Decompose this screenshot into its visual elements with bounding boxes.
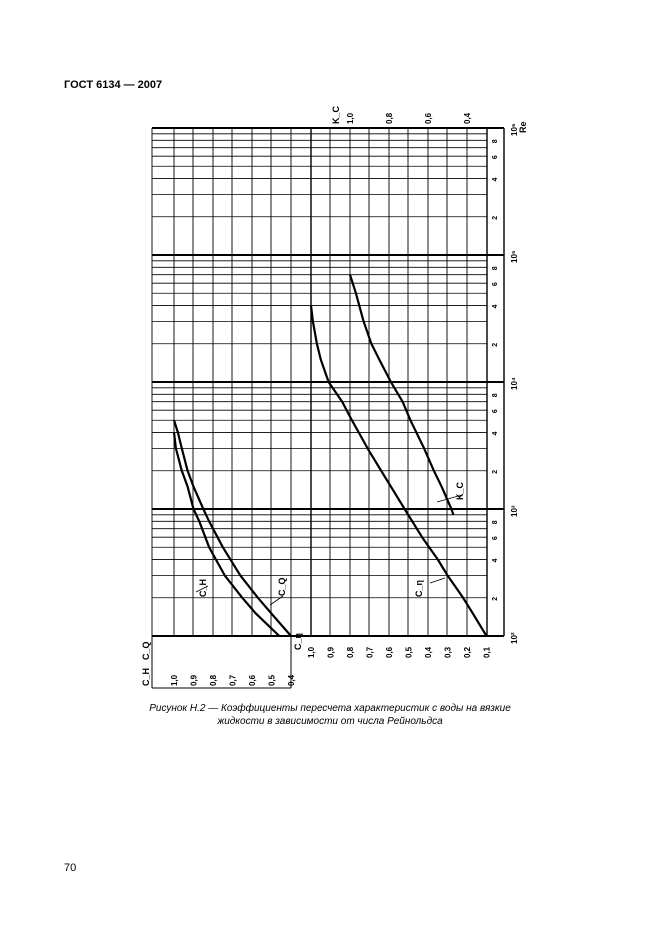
chq-tick-label: 1,0 <box>170 674 179 686</box>
re-minor-label: 8 <box>492 139 499 144</box>
caption-line-2: жидкости в зависимости от числа Рейнольдса <box>217 716 443 727</box>
re-minor-label: 6 <box>492 155 499 160</box>
chq-tick-label: 0,4 <box>287 674 296 686</box>
re-minor-label: 2 <box>492 342 499 347</box>
chq-tick-label: 0,8 <box>209 674 218 686</box>
re-minor-label: 6 <box>492 536 499 541</box>
ceta-tick-label: 0,5 <box>404 646 414 658</box>
kc-tick-label: 0,6 <box>424 112 433 124</box>
re-minor-label: 8 <box>492 520 499 525</box>
ceta-curve-label: C_η <box>414 579 424 597</box>
ceta-tick-label: 0,7 <box>365 646 375 658</box>
re-axis-title: Re <box>518 121 528 133</box>
ceta-tick-label: 0,1 <box>482 646 492 658</box>
re-minor-label: 2 <box>492 215 499 220</box>
chq-tick-label: 0,9 <box>189 674 199 686</box>
re-minor-label: 6 <box>492 409 499 414</box>
re-minor-label: 4 <box>492 177 499 182</box>
figure-caption <box>130 702 530 728</box>
ceta-tick-label: 0,6 <box>385 646 394 658</box>
caption-line-1: Рисунок Н.2 — Коэффициенты пересчета характеристик с воды на вязкие <box>149 703 511 714</box>
chq-tick-label: 0,6 <box>248 674 257 686</box>
cq-axis-title: C_Q <box>141 641 151 660</box>
kc-axis-title: K_C <box>331 105 341 124</box>
curve-kc <box>350 275 453 515</box>
ceta-tick-label: 1,0 <box>307 646 316 658</box>
kc-tick-label: 1,0 <box>346 112 355 124</box>
kc-curve-label: K_C <box>455 481 465 500</box>
kc-tick-label: 0,4 <box>463 112 472 124</box>
re-minor-label: 8 <box>492 393 499 398</box>
ch-axis-title: C_H <box>141 667 151 686</box>
re-minor-label: 6 <box>492 282 499 287</box>
re-minor-label: 2 <box>492 469 499 474</box>
ceta-tick-label: 0,9 <box>326 646 336 658</box>
ceta-tick-label: 0,2 <box>463 646 472 658</box>
re-decade-label: 10² <box>510 632 519 644</box>
ceta-tick-label: 0,4 <box>424 646 433 658</box>
re-minor-label: 4 <box>492 304 499 309</box>
page-number: 70 <box>64 862 77 874</box>
ch-curve-label: C_H <box>198 578 208 597</box>
cq-curve-label: C_Q <box>277 577 287 596</box>
document-header: ГОСТ 6134 — 2007 <box>64 79 163 91</box>
re-minor-label: 2 <box>492 596 499 601</box>
curve-cq <box>174 420 291 636</box>
ceta-axis-title: C_η <box>293 632 303 650</box>
re-minor-label: 8 <box>492 266 499 271</box>
chq-tick-label: 0,7 <box>228 674 238 686</box>
ceta-tick-label: 0,3 <box>443 646 453 658</box>
ceta-tick-label: 0,8 <box>346 646 355 658</box>
ceta-curve-label-leader <box>430 578 445 583</box>
re-decade-label: 10⁶ <box>510 123 519 136</box>
re-minor-label: 4 <box>492 431 499 436</box>
chq-tick-label: 0,5 <box>267 674 277 686</box>
re-decade-label: 10³ <box>510 505 519 517</box>
re-decade-label: 10⁵ <box>510 250 519 263</box>
kc-tick-label: 0,8 <box>385 112 394 124</box>
re-minor-label: 4 <box>492 558 499 563</box>
re-decade-label: 10⁴ <box>510 377 519 390</box>
cq-curve-label-leader <box>270 596 283 605</box>
